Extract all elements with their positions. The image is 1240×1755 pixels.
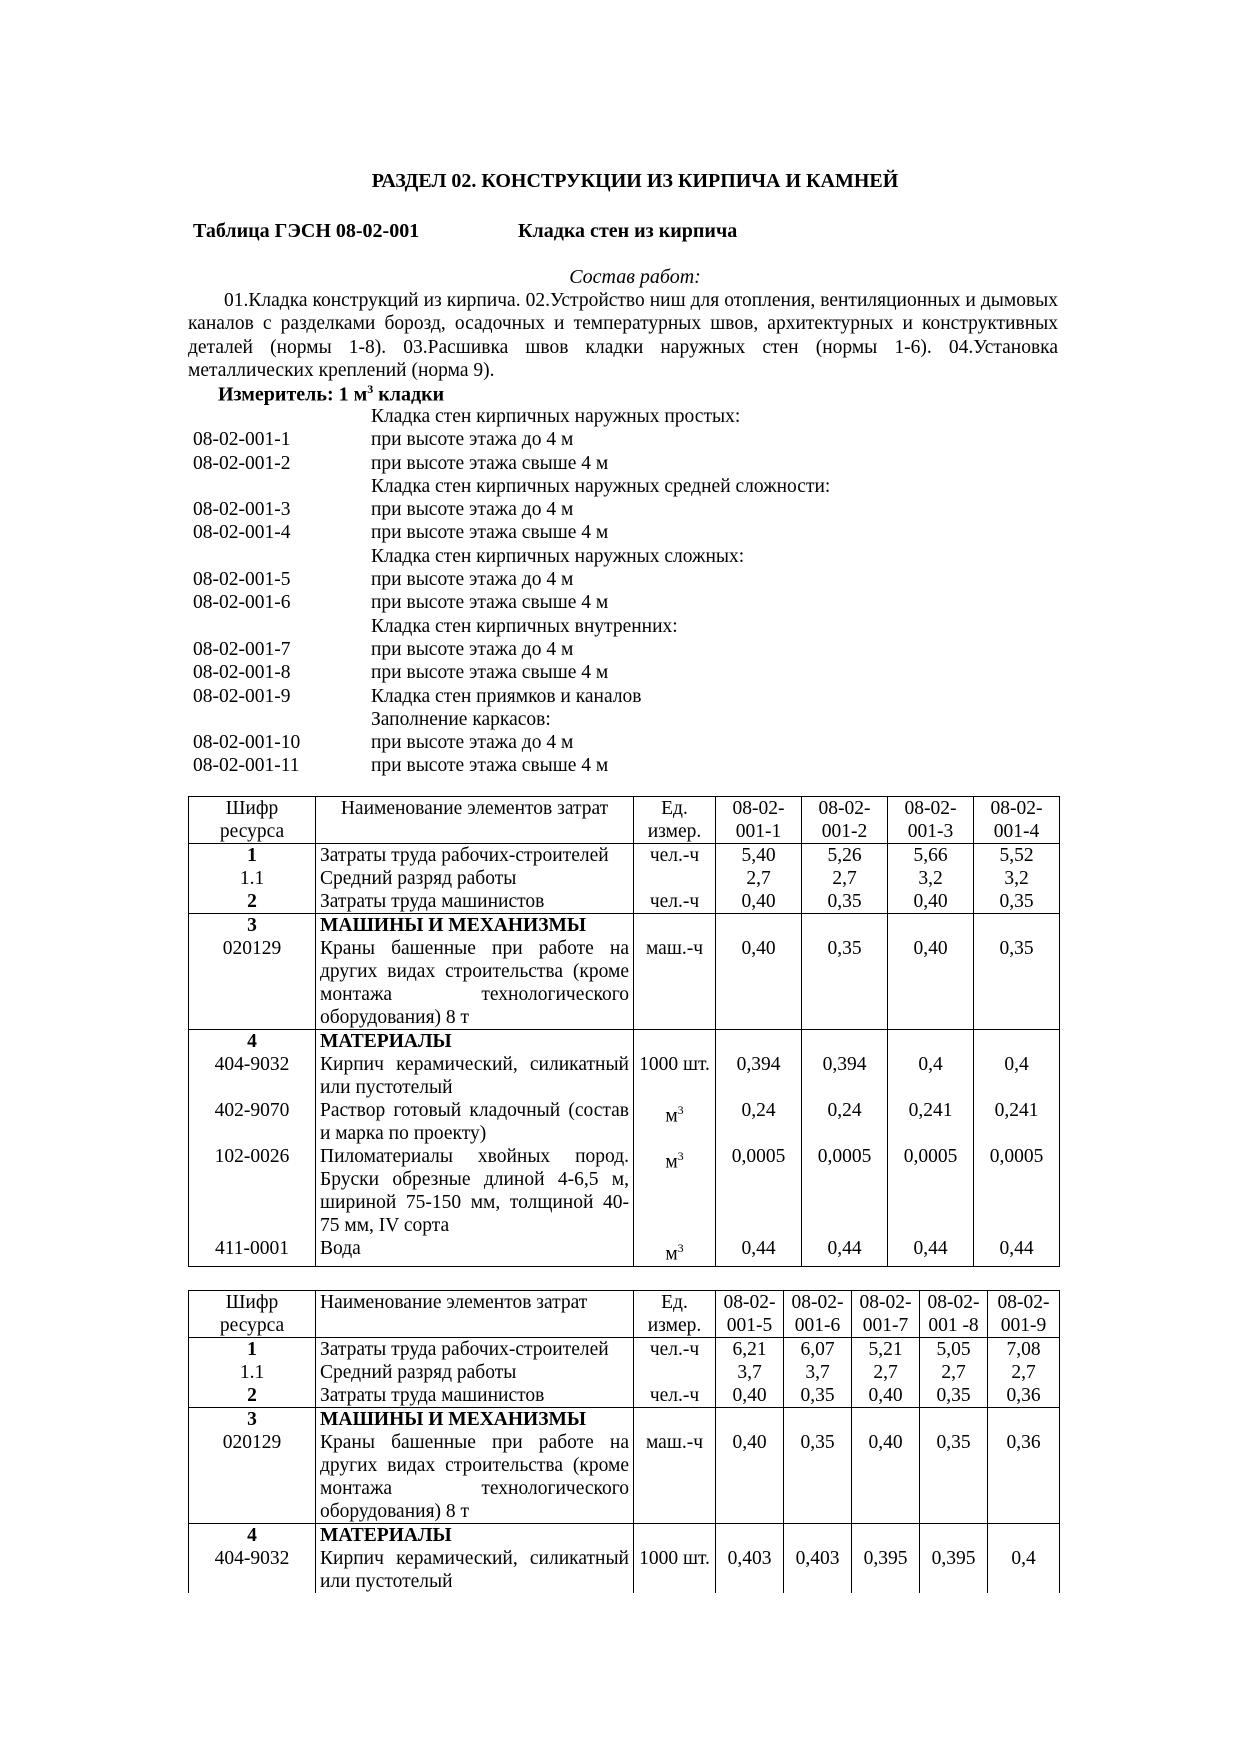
table-row <box>189 890 1060 914</box>
cell-code: 404-9032 <box>189 1547 316 1593</box>
cell-unit: 1000 шт. <box>634 1053 716 1099</box>
cell-value: 0,241 <box>888 1099 974 1145</box>
cell-name: Кирпич керамический, силикатный или пустотелый <box>316 1547 634 1593</box>
table-row <box>189 1384 1060 1408</box>
group-row <box>189 1524 1060 1548</box>
cell-unit: маш.-ч <box>634 1431 716 1524</box>
norm-text: Кладка стен кирпичных наружных простых: <box>371 406 741 427</box>
norm-row <box>193 429 1073 452</box>
norm-row <box>193 755 1073 778</box>
cell-value: 5,66 <box>888 844 974 868</box>
table-row <box>189 1547 1060 1593</box>
cell-unit: чел.-ч <box>634 1338 716 1362</box>
works-text-block <box>188 289 1058 382</box>
cell-value: 0,395 <box>920 1547 988 1593</box>
group-code: 3 <box>189 914 316 938</box>
cell-value: 0,0005 <box>974 1145 1060 1237</box>
norm-row <box>193 616 1073 639</box>
cell-unit <box>634 1361 716 1384</box>
cell-value: 0,403 <box>716 1547 784 1593</box>
cell-unit: 1000 шт. <box>634 1547 716 1593</box>
cell-value: 3,2 <box>888 867 974 890</box>
cell-value: 5,21 <box>852 1338 920 1362</box>
cell-value: 2,7 <box>802 867 888 890</box>
cell-value: 0,403 <box>784 1547 852 1593</box>
norm-text: при высоте этажа свыше 4 м <box>371 662 609 684</box>
cell-name: Краны башенные при работе на других видах строительства (кроме монтажа технологического оборудования) 8 т <box>316 937 634 1030</box>
cell-value: 5,52 <box>974 844 1060 868</box>
norm-text: при высоте этажа до 4 м <box>371 429 574 451</box>
cell-name: Затраты труда рабочих-строителей <box>316 1338 634 1362</box>
norms-list <box>193 406 1073 779</box>
table-name: Кладка стен из кирпича <box>518 220 738 242</box>
cell-value: 0,395 <box>852 1547 920 1593</box>
group-row <box>189 1030 1060 1054</box>
cell-value: 3,7 <box>716 1361 784 1384</box>
norm-row <box>193 592 1073 615</box>
works-heading: Состав работ: <box>569 266 701 288</box>
norm-row <box>193 569 1073 592</box>
norm-row <box>193 522 1073 545</box>
cell-code: 402-9070 <box>189 1099 316 1145</box>
table-row <box>189 1145 1060 1237</box>
cell-name: Краны башенные при работе на других видах строительства (кроме монтажа технологического оборудования) 8 т <box>316 1431 634 1524</box>
table-row <box>189 937 1060 1030</box>
norm-text: при высоте этажа до 4 м <box>371 499 574 521</box>
cell-value: 6,21 <box>716 1338 784 1362</box>
norm-row <box>193 732 1073 755</box>
cell-value: 6,07 <box>784 1338 852 1362</box>
norm-text: при высоте этажа до 4 м <box>371 569 574 591</box>
cell-value: 0,44 <box>716 1237 802 1266</box>
cell-value: 0,0005 <box>716 1145 802 1237</box>
cell-value: 0,40 <box>852 1384 920 1408</box>
header-col: 08-02-001-6 <box>784 1291 852 1338</box>
table-code: Таблица ГЭСН 08-02-001 <box>193 220 420 242</box>
group-name: МАШИНЫ И МЕХАНИЗМЫ <box>316 914 634 938</box>
cell-name: Кирпич керамический, силикатный или пустотелый <box>316 1053 634 1099</box>
cell-value: 0,0005 <box>888 1145 974 1237</box>
norm-code: 08-02-001-6 <box>193 592 291 614</box>
header-code: Шифр ресурса <box>189 797 316 844</box>
cell-unit: чел.-ч <box>634 844 716 868</box>
header-col: 08-02-001-2 <box>802 797 888 844</box>
norm-row <box>193 453 1073 476</box>
norm-text: при высоте этажа до 4 м <box>371 732 574 754</box>
norm-text: Заполнение каркасов: <box>371 708 551 730</box>
group-name: МАТЕРИАЛЫ <box>316 1524 634 1548</box>
cell-unit: $м^3$ <box>634 1099 716 1145</box>
norm-code: 08-02-001-3 <box>193 499 291 521</box>
meter-label: Измеритель: 1 м <box>218 383 368 406</box>
cell-code: 020129 <box>189 1431 316 1524</box>
cell-value: 0,394 <box>802 1053 888 1099</box>
norm-code: 08-02-001-4 <box>193 522 291 544</box>
norm-row <box>193 709 1073 732</box>
norm-row <box>193 546 1073 569</box>
cell-code: 2 <box>189 1384 316 1408</box>
meter-line <box>218 382 444 407</box>
cell-value: 0,241 <box>974 1099 1060 1145</box>
cell-name: Затраты труда рабочих-строителей <box>316 844 634 868</box>
cell-unit: чел.-ч <box>634 1384 716 1408</box>
cell-unit: чел.-ч <box>634 890 716 914</box>
cell-code: 1 <box>189 844 316 868</box>
meter-sup: 3 <box>367 382 374 396</box>
cell-value: 0,35 <box>974 937 1060 1030</box>
resource-table-1 <box>188 796 1060 1267</box>
norm-row <box>193 639 1073 662</box>
header-unit: Ед. измер. <box>634 1291 716 1338</box>
header-name: Наименование элементов затрат <box>316 1291 634 1338</box>
cell-unit: маш.-ч <box>634 937 716 1030</box>
cell-value: 0,40 <box>888 890 974 914</box>
cell-value: 5,40 <box>716 844 802 868</box>
group-code: 4 <box>189 1030 316 1054</box>
table-header-row <box>189 797 1060 844</box>
cell-value: 3,2 <box>974 867 1060 890</box>
cell-value: 0,35 <box>784 1384 852 1408</box>
cell-value: 0,0005 <box>802 1145 888 1237</box>
cell-code: 411-0001 <box>189 1237 316 1266</box>
cell-value: 0,40 <box>716 890 802 914</box>
cell-value: 0,40 <box>716 1384 784 1408</box>
norm-code: 08-02-001-7 <box>193 638 291 660</box>
table-row <box>189 1237 1060 1266</box>
cell-value: 2,7 <box>716 867 802 890</box>
cell-value: 0,40 <box>852 1431 920 1524</box>
cell-name: Средний разряд работы <box>316 1361 634 1384</box>
cell-value: 2,7 <box>988 1361 1060 1384</box>
cell-value: 0,24 <box>716 1099 802 1145</box>
norm-text: при высоте этажа свыше 4 м <box>371 755 609 777</box>
header-col: 08-02-001-7 <box>852 1291 920 1338</box>
header-unit: Ед. измер. <box>634 797 716 844</box>
table-row <box>189 867 1060 890</box>
table-header-row <box>189 1291 1060 1338</box>
cell-unit: $м^3$ <box>634 1145 716 1237</box>
cell-value: 0,4 <box>988 1547 1060 1593</box>
table-row <box>189 1361 1060 1384</box>
norm-text: при высоте этажа свыше 4 м <box>371 452 609 474</box>
resource-table-2 <box>188 1290 1060 1593</box>
cell-name: Средний разряд работы <box>316 867 634 890</box>
cell-value: 5,05 <box>920 1338 988 1362</box>
table-row <box>189 1099 1060 1145</box>
cell-code: 1 <box>189 1338 316 1362</box>
cell-value: 2,7 <box>920 1361 988 1384</box>
works-text: 01.Кладка конструкций из кирпича. 02.Устройство ниш для отопления, вентиляционных и дымовых каналов с разделками борозд, осадочных и температурных швов, архитектурных и конструктивных деталей (нормы 1-8). 03.Расшивка швов кладки наружных стен (нормы 1-6). 04.Установка металлических креплений (норма 9). <box>188 290 1058 381</box>
cell-value: 0,35 <box>802 890 888 914</box>
meter-suffix: кладки <box>373 383 445 406</box>
norm-text: Кладка стен кирпичных внутренних: <box>371 615 678 637</box>
group-row <box>189 914 1060 938</box>
header-col: 08-02-001-5 <box>716 1291 784 1338</box>
cell-name: Пиломатериалы хвойных пород. Бруски обрезные длиной 4-6,5 м, шириной 75-150 мм, толщиной 40-75 мм, IV сорта <box>316 1145 634 1237</box>
header-col: 08-02-001-1 <box>716 797 802 844</box>
header-col: 08-02-001 -8 <box>920 1291 988 1338</box>
group-name: МАТЕРИАЛЫ <box>316 1030 634 1054</box>
norm-code: 08-02-001-5 <box>193 569 291 591</box>
norm-code: 08-02-001-9 <box>193 685 291 707</box>
cell-value: 0,394 <box>716 1053 802 1099</box>
norm-row <box>193 499 1073 522</box>
norm-code: 08-02-001-1 <box>193 429 291 451</box>
norm-row <box>193 476 1073 499</box>
cell-name: Раствор готовый кладочный (состав и марка по проекту) <box>316 1099 634 1145</box>
cell-unit <box>634 867 716 890</box>
header-col: 08-02-001-9 <box>988 1291 1060 1338</box>
group-name: МАШИНЫ И МЕХАНИЗМЫ <box>316 1408 634 1432</box>
cell-value: 0,35 <box>920 1384 988 1408</box>
cell-value: 0,35 <box>974 890 1060 914</box>
norm-row <box>193 662 1073 685</box>
section-title: РАЗДЕЛ 02. КОНСТРУКЦИИ ИЗ КИРПИЧА И КАМНЕЙ <box>371 170 899 192</box>
header-code: Шифр ресурса <box>189 1291 316 1338</box>
norm-text: при высоте этажа свыше 4 м <box>371 522 609 544</box>
cell-value: 0,40 <box>716 937 802 1030</box>
norm-row <box>193 406 1073 429</box>
cell-code: 404-9032 <box>189 1053 316 1099</box>
cell-value: 0,36 <box>988 1384 1060 1408</box>
table-row <box>189 1431 1060 1524</box>
norm-code: 08-02-001-2 <box>193 452 291 474</box>
cell-code: 020129 <box>189 937 316 1030</box>
norm-code: 08-02-001-11 <box>193 755 300 777</box>
cell-name: Затраты труда машинистов <box>316 1384 634 1408</box>
cell-value: 0,24 <box>802 1099 888 1145</box>
cell-value: 0,4 <box>888 1053 974 1099</box>
norm-text: Кладка стен кирпичных наружных средней сложности: <box>371 475 831 497</box>
cell-name: Вода <box>316 1237 634 1266</box>
cell-code: 1.1 <box>189 1361 316 1384</box>
header-name: Наименование элементов затрат <box>316 797 634 844</box>
norm-row <box>193 686 1073 709</box>
table-row <box>189 1338 1060 1362</box>
header-col: 08-02-001-3 <box>888 797 974 844</box>
cell-value: 0,36 <box>988 1431 1060 1524</box>
group-code: 3 <box>189 1408 316 1432</box>
cell-value: 0,35 <box>920 1431 988 1524</box>
norm-text: Кладка стен приямков и каналов <box>371 685 642 707</box>
cell-value: 5,26 <box>802 844 888 868</box>
cell-unit: $м^3$ <box>634 1237 716 1266</box>
cell-value: 0,35 <box>784 1431 852 1524</box>
header-col: 08-02-001-4 <box>974 797 1060 844</box>
norm-text: Кладка стен кирпичных наружных сложных: <box>371 545 745 567</box>
norm-text: при высоте этажа до 4 м <box>371 638 574 660</box>
cell-code: 102-0026 <box>189 1145 316 1237</box>
group-code: 4 <box>189 1524 316 1548</box>
cell-value: 0,40 <box>716 1431 784 1524</box>
cell-value: 0,44 <box>888 1237 974 1266</box>
cell-value: 0,44 <box>974 1237 1060 1266</box>
table-row <box>189 1053 1060 1099</box>
table-row <box>189 844 1060 868</box>
cell-value: 0,4 <box>974 1053 1060 1099</box>
cell-value: 0,40 <box>888 937 974 1030</box>
cell-value: 3,7 <box>784 1361 852 1384</box>
norm-code: 08-02-001-8 <box>193 662 291 684</box>
cell-value: 2,7 <box>852 1361 920 1384</box>
norm-code: 08-02-001-10 <box>193 732 301 754</box>
cell-name: Затраты труда машинистов <box>316 890 634 914</box>
cell-code: 2 <box>189 890 316 914</box>
cell-value: 7,08 <box>988 1338 1060 1362</box>
norm-text: при высоте этажа свыше 4 м <box>371 592 609 614</box>
cell-value: 0,35 <box>802 937 888 1030</box>
cell-value: 0,44 <box>802 1237 888 1266</box>
cell-code: 1.1 <box>189 867 316 890</box>
group-row <box>189 1408 1060 1432</box>
